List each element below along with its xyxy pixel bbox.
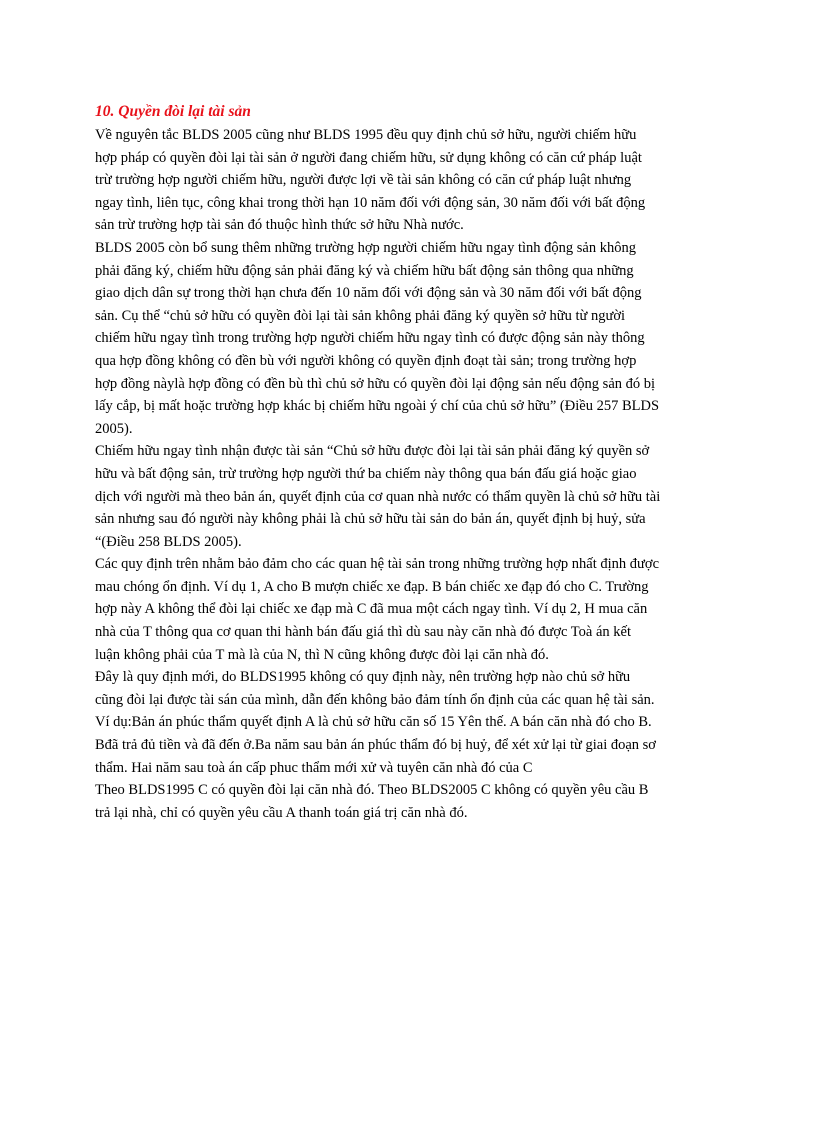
text-line: BLDS 2005 còn bổ sung thêm những trường hợp người chiếm hữu ngay tình động sản không [95, 239, 636, 256]
text-line: 2005). [95, 420, 133, 437]
text-line: mau chóng ổn định. Ví dụ 1, A cho B mượn chiếc xe đạp. B bán chiếc xe đạp đó cho C. Trường [95, 578, 649, 595]
paragraph [95, 124, 735, 237]
text-line: sản trừ trường hợp tài sản đó thuộc hình thức sở hữu Nhà nước. [95, 217, 464, 234]
text-line: Theo BLDS1995 C có quyền đòi lại căn nhà đó. Theo BLDS2005 C không có quyền yêu cầu B [95, 782, 649, 799]
text-line: hợp đồng nàylà hợp đồng có đền bù thì chủ sở hữu có quyền đòi lại động sản nếu động sản đó bị [95, 375, 656, 392]
document-body [95, 100, 735, 824]
text-line: Về nguyên tắc BLDS 2005 cũng như BLDS 1995 đều quy định chủ sở hữu, người chiếm hữu [95, 127, 637, 143]
paragraph [95, 779, 735, 824]
paragraph [95, 666, 735, 779]
paragraph [95, 237, 735, 440]
text-line: hợp này A không thể đòi lại chiếc xe đạp mà C đã mua một cách ngay tình. Ví dụ 2, H mua căn [95, 601, 648, 618]
paragraph [95, 440, 735, 553]
text-line: lấy cắp, bị mất hoặc trường hợp khác bị chiếm hữu ngoài ý chí của chủ sở hữu” (Điều 257 BLDS [95, 398, 660, 415]
text-line: luận không phải của T mà là của N, thì N cũng không được đòi lại căn nhà đó. [95, 646, 549, 663]
paragraph [95, 553, 735, 666]
text-line: trừ trường hợp người chiếm hữu, người được lợi về tài sản không có căn cứ pháp luật nhưng [95, 172, 632, 189]
paragraphs-container [95, 124, 735, 824]
text-line: dịch với người mà theo bản án, quyết định của cơ quan nhà nước có thẩm quyền là chủ sở hữu tài [95, 488, 661, 505]
text-line: nhà của T thông qua cơ quan thi hành bán đấu giá thì dù sau này căn nhà đó được Toà án kết [95, 624, 631, 641]
text-line: ngay tình, liên tục, công khai trong thời hạn 10 năm đối với động sản, 30 năm đối với bất động [95, 194, 646, 211]
text-line: hợp pháp có quyền đòi lại tài sản ở người đang chiếm hữu, sử dụng không có căn cứ pháp luật [95, 149, 642, 166]
text-line: Chiếm hữu ngay tình nhận được tài sản “Chủ sở hữu được đòi lại tài sản phải đăng ký quyền sở [95, 443, 650, 460]
text-line: sản. Cụ thể “chủ sở hữu có quyền đòi lại tài sản không phải đăng ký quyền sở hữu từ người [95, 307, 626, 324]
text-line: sản nhưng sau đó người này không phải là chủ sở hữu tài sản do bản án, quyết định bị huỷ, sửa [95, 511, 646, 528]
text-line: Các quy định trên nhằm bảo đảm cho các quan hệ tài sản trong những trường hợp nhất định được [95, 556, 660, 573]
text-line: giao dịch dân sự trong thời hạn chưa đến 10 năm đối với động sản và 30 năm đối với bất động [95, 285, 642, 302]
text-line: cũng đòi lại được tài sán của mình, dẫn đến không bảo đảm tính ổn định của các quan hệ tài sản. [95, 691, 655, 708]
text-line: qua hợp đồng không có đền bù với người không có quyền định đoạt tài sản; trong trường hợp [95, 352, 637, 369]
text-line: Ví dụ:Bản án phúc thẩm quyết định A là chủ sở hữu căn số 15 Yên thế. A bán căn nhà đó cho B. [95, 714, 652, 731]
text-line: “(Điều 258 BLDS 2005). [95, 533, 242, 550]
text-line: thẩm. Hai năm sau toà án cấp phuc thẩm mới xử và tuyên căn nhà đó của C [95, 759, 533, 776]
text-line: hữu và bất động sản, trừ trường hợp người thứ ba chiếm này thông qua bán đấu giá hoặc giao [95, 465, 637, 482]
text-line: phải đăng ký, chiếm hữu động sản phải đăng ký và chiếm hữu bất động sản thông qua những [95, 262, 634, 279]
text-line: chiếm hữu ngay tình trong trường hợp người chiếm hữu ngay tình có được động sản này thông [95, 330, 645, 347]
text-line: Đây là quy định mới, do BLDS1995 không có quy định này, nên trường hợp nào chủ sở hữu [95, 669, 631, 686]
text-line: trả lại nhà, chỉ có quyền yêu cầu A thanh toán giá trị căn nhà đó. [95, 804, 468, 821]
text-line: Bđã trả đủ tiền và đã đến ở.Ba năm sau bản án phúc thẩm đó bị huỷ, để xét xử lại từ giai đoạn sơ [95, 737, 656, 754]
section-heading: 10. Quyền đòi lại tài sản [95, 103, 251, 120]
